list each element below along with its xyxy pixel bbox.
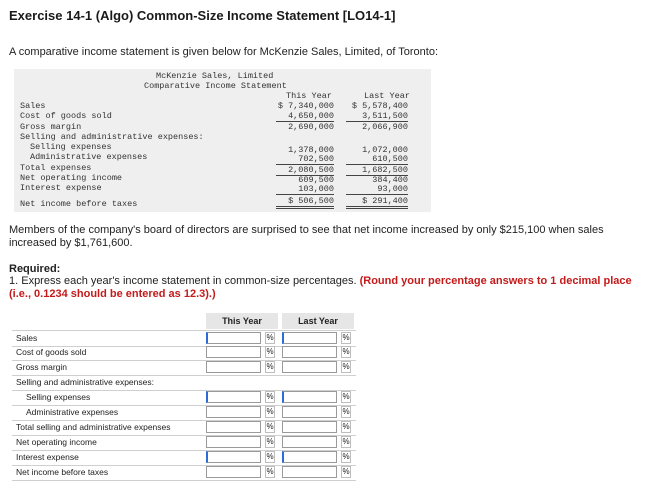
selling-last-year-input[interactable]: [282, 391, 337, 403]
statement-row-label: Selling expenses: [30, 142, 112, 152]
statement-this-value: 702,500: [276, 154, 334, 165]
answer-row-total-sa: [12, 420, 356, 436]
statement-row-label: Interest expense: [20, 183, 102, 193]
answer-row-cogs: [12, 345, 356, 361]
statement-row-label: Total expenses: [20, 163, 92, 173]
answer-row-label: Interest expense: [16, 452, 79, 462]
statement-last-value: $ 291,400: [346, 196, 408, 209]
statement-last-value: 384,400: [372, 175, 408, 185]
percent-sign: %: [342, 437, 350, 446]
required-instructions: [9, 275, 637, 301]
comparative-income-statement: [14, 69, 431, 212]
required-heading: Required:: [9, 263, 61, 275]
answer-col-this-year: This Year: [206, 313, 278, 329]
percent-sign: %: [342, 422, 350, 431]
answer-row-label: Sales: [16, 333, 38, 343]
administrative-last-year-input[interactable]: [282, 406, 337, 418]
intro-text: A comparative income statement is given below for McKenzie Sales, Limited, of Toronto:: [9, 46, 439, 58]
common-size-answer-table: [12, 313, 356, 483]
statement-this-value: 4,650,000: [276, 111, 334, 122]
statement-this-value: 2,690,000: [288, 122, 334, 132]
percent-sign: %: [342, 452, 350, 461]
percent-sign: %: [342, 407, 350, 416]
answer-row-net-income-before-taxes: [12, 465, 356, 481]
answer-row-selling: [12, 390, 356, 406]
answer-row-label: Net income before taxes: [16, 467, 109, 477]
answer-row-label: Net operating income: [16, 437, 97, 447]
statement-this-value: 609,500: [298, 175, 334, 185]
exercise-title: Exercise 14-1 (Algo) Common-Size Income Statement [LO14-1]: [9, 8, 396, 23]
net-income-last-year-input[interactable]: [282, 466, 337, 478]
percent-sign: %: [266, 333, 274, 342]
statement-row-label: Sales: [20, 101, 46, 111]
rounding-note: (Round your percentage answers to 1 decimal place (i.e., 0.1234 should be entered as 12.3).): [9, 275, 632, 300]
total-sa-last-year-input[interactable]: [282, 421, 337, 433]
statement-row-label: Gross margin: [20, 122, 82, 132]
percent-sign: %: [266, 467, 274, 476]
answer-row-sa-heading: [12, 375, 356, 391]
answer-row-label: Cost of goods sold: [16, 347, 87, 357]
statement-col-last-year: Last Year: [364, 91, 410, 101]
statement-last-value: 1,072,000: [362, 145, 408, 155]
statement-this-value: $ 7,340,000: [277, 101, 334, 111]
required-text: 1. Express each year's income statement in common-size percentages.: [9, 275, 357, 287]
statement-row-label: Net income before taxes: [20, 199, 138, 209]
statement-subtitle: Comparative Income Statement: [144, 81, 287, 91]
percent-sign: %: [266, 362, 274, 371]
percent-sign: %: [266, 407, 274, 416]
statement-row-label: Cost of goods sold: [20, 111, 112, 121]
statement-row-label: Net operating income: [20, 173, 123, 183]
statement-last-value: 2,066,900: [362, 122, 408, 132]
answer-row-label: Selling and administrative expenses:: [16, 377, 154, 387]
percent-sign: %: [342, 467, 350, 476]
statement-this-value: $ 506,500: [276, 196, 334, 209]
interest-expense-last-year-input[interactable]: [282, 451, 337, 463]
answer-row-net-operating-income: [12, 435, 356, 451]
statement-row-label: Selling and administrative expenses:: [20, 132, 204, 142]
statement-company: McKenzie Sales, Limited: [156, 71, 274, 81]
percent-sign: %: [266, 452, 274, 461]
sales-last-year-input[interactable]: [282, 332, 337, 344]
gross-margin-last-year-input[interactable]: [282, 361, 337, 373]
cogs-last-year-input[interactable]: [282, 346, 337, 358]
statement-last-value: 610,500: [346, 154, 408, 165]
answer-row-label: Selling expenses: [26, 392, 91, 402]
interest-expense-this-year-input[interactable]: [206, 451, 261, 463]
answer-row-label: Total selling and administrative expenses: [16, 422, 171, 432]
statement-last-value: 1,682,500: [346, 165, 408, 176]
total-sa-this-year-input[interactable]: [206, 421, 261, 433]
answer-row-gross-margin: [12, 360, 356, 376]
percent-sign: %: [342, 392, 350, 401]
percent-sign: %: [342, 347, 350, 356]
board-paragraph: Members of the company's board of directors are surprised to see that net income increased by only $215,100 when sales increased by $1,761,600.: [9, 224, 604, 249]
percent-sign: %: [342, 333, 350, 342]
statement-this-value: 1,378,000: [288, 145, 334, 155]
statement-last-value: $ 5,578,400: [351, 101, 408, 111]
statement-col-this-year: This Year: [286, 91, 332, 101]
answer-row-administrative: [12, 405, 356, 421]
statement-last-value: 93,000: [346, 184, 408, 195]
percent-sign: %: [266, 422, 274, 431]
answer-col-last-year: Last Year: [282, 313, 354, 329]
statement-row-label: Administrative expenses: [30, 152, 148, 162]
sales-this-year-input[interactable]: [206, 332, 261, 344]
answer-row-label: Administrative expenses: [26, 407, 119, 417]
statement-this-value: 103,000: [276, 184, 334, 195]
net-operating-income-this-year-input[interactable]: [206, 436, 261, 448]
percent-sign: %: [342, 362, 350, 371]
cogs-this-year-input[interactable]: [206, 346, 261, 358]
percent-sign: %: [266, 437, 274, 446]
percent-sign: %: [266, 392, 274, 401]
net-operating-income-last-year-input[interactable]: [282, 436, 337, 448]
net-income-this-year-input[interactable]: [206, 466, 261, 478]
selling-this-year-input[interactable]: [206, 391, 261, 403]
answer-row-interest-expense: [12, 450, 356, 466]
gross-margin-this-year-input[interactable]: [206, 361, 261, 373]
administrative-this-year-input[interactable]: [206, 406, 261, 418]
statement-last-value: 3,511,500: [346, 111, 408, 122]
percent-sign: %: [266, 347, 274, 356]
answer-row-label: Gross margin: [16, 362, 68, 372]
statement-this-value: 2,080,500: [276, 165, 334, 176]
